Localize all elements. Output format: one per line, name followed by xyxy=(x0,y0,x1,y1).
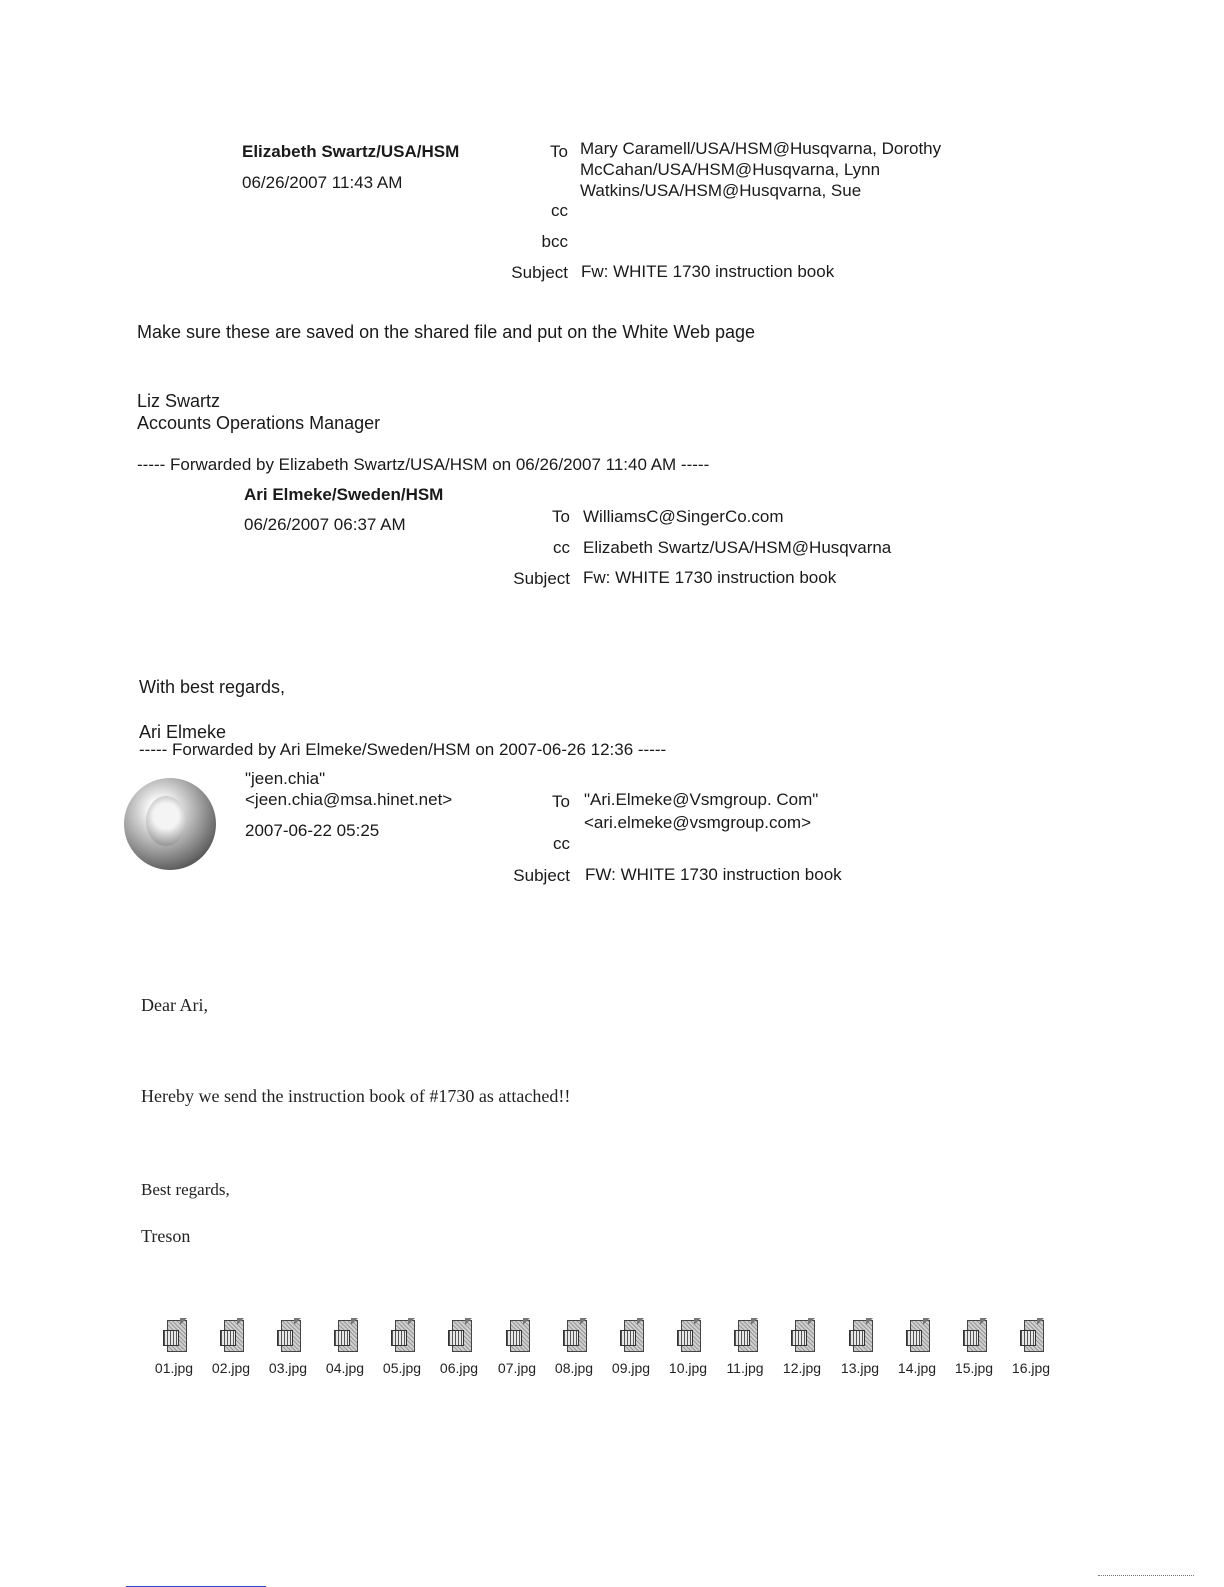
email3-from-address: <jeen.chia@msa.hinet.net> xyxy=(245,790,453,809)
email2-sig-name: Ari Elmeke xyxy=(139,722,227,742)
email1-cc-label: cc xyxy=(551,201,568,220)
sender-avatar xyxy=(124,778,216,870)
attachment-item[interactable] xyxy=(608,1318,654,1376)
email2-date: 06/26/2007 06:37 AM xyxy=(244,515,406,534)
attachment-item[interactable] xyxy=(722,1318,768,1376)
email3-to-label: To xyxy=(552,792,570,811)
attachment-item[interactable] xyxy=(322,1318,368,1376)
attachment-item[interactable] xyxy=(779,1318,825,1376)
email1-to-line-3: Watkins/USA/HSM@Husqvarna, Sue xyxy=(580,181,862,200)
attachment-filename: 12.jpg xyxy=(782,1360,822,1376)
attachment-item[interactable] xyxy=(265,1318,311,1376)
email2-subject-label: Subject xyxy=(513,569,570,588)
attachment-filename: 02.jpg xyxy=(211,1360,251,1376)
attachment-item[interactable] xyxy=(436,1318,482,1376)
email3-subject-label: Subject xyxy=(513,866,570,885)
email1-from: Elizabeth Swartz/USA/HSM xyxy=(242,142,460,161)
attachment-item[interactable] xyxy=(494,1318,540,1376)
attachment-filename: 05.jpg xyxy=(382,1360,422,1376)
attachment-item[interactable] xyxy=(665,1318,711,1376)
attachment-item[interactable] xyxy=(837,1318,883,1376)
attachment-filename: 07.jpg xyxy=(497,1360,537,1376)
attachment-item[interactable] xyxy=(208,1318,254,1376)
attachment-filename: 04.jpg xyxy=(325,1360,365,1376)
attachment-filename: 09.jpg xyxy=(611,1360,651,1376)
image-file-icon xyxy=(675,1318,701,1354)
attachment-item[interactable] xyxy=(951,1318,997,1376)
image-file-icon xyxy=(504,1318,530,1354)
email3-greeting: Dear Ari, xyxy=(141,995,208,1015)
image-file-icon xyxy=(789,1318,815,1354)
image-file-icon xyxy=(332,1318,358,1354)
email2-cc-label: cc xyxy=(553,538,570,557)
attachment-item[interactable] xyxy=(894,1318,940,1376)
email2-subject: Fw: WHITE 1730 instruction book xyxy=(583,568,837,587)
image-file-icon xyxy=(561,1318,587,1354)
attachment-item[interactable] xyxy=(551,1318,597,1376)
email1-date: 06/26/2007 11:43 AM xyxy=(242,173,403,192)
attachment-item[interactable] xyxy=(1008,1318,1054,1376)
attachment-filename: 08.jpg xyxy=(554,1360,594,1376)
email2-to-label: To xyxy=(552,507,570,526)
email3-date: 2007-06-22 05:25 xyxy=(245,821,380,840)
email1-bcc-label: bcc xyxy=(541,232,568,251)
email1-subject: Fw: WHITE 1730 instruction book xyxy=(581,262,835,281)
attachment-filename: 03.jpg xyxy=(268,1360,308,1376)
image-file-icon xyxy=(961,1318,987,1354)
image-file-icon xyxy=(275,1318,301,1354)
image-file-icon xyxy=(218,1318,244,1354)
image-file-icon xyxy=(732,1318,758,1354)
email2-to: WilliamsC@SingerCo.com xyxy=(583,507,784,526)
attachment-filename: 06.jpg xyxy=(439,1360,479,1376)
email2-from: Ari Elmeke/Sweden/HSM xyxy=(244,485,444,504)
email3-from-name: "jeen.chia" xyxy=(245,769,326,788)
email3-closing: Best regards, xyxy=(141,1180,230,1199)
email3-cc-label: cc xyxy=(553,834,570,853)
email3-subject: FW: WHITE 1730 instruction book xyxy=(585,865,842,884)
email1-to-line-1: Mary Caramell/USA/HSM@Husqvarna, Dorothy xyxy=(580,139,942,158)
footer-rule-right xyxy=(1098,1575,1194,1576)
email3-signature: Treson xyxy=(141,1226,191,1246)
attachment-filename: 15.jpg xyxy=(954,1360,994,1376)
email2-cc: Elizabeth Swartz/USA/HSM@Husqvarna xyxy=(583,538,892,557)
image-file-icon xyxy=(847,1318,873,1354)
attachment-filename: 16.jpg xyxy=(1011,1360,1051,1376)
email3-body: Hereby we send the instruction book of #1730 as attached!! xyxy=(141,1086,571,1106)
attachment-filename: 11.jpg xyxy=(726,1360,764,1376)
attachment-filename: 14.jpg xyxy=(897,1360,937,1376)
attachment-item[interactable] xyxy=(151,1318,197,1376)
email1-to-line-2: McCahan/USA/HSM@Husqvarna, Lynn xyxy=(580,160,881,179)
email2-body: With best regards, xyxy=(139,677,286,697)
image-file-icon xyxy=(446,1318,472,1354)
email1-sig-name: Liz Swartz xyxy=(137,391,221,411)
image-file-icon xyxy=(618,1318,644,1354)
email2-forward-note: ----- Forwarded by Ari Elmeke/Sweden/HSM on 2007-06-26 12:36 ----- xyxy=(139,740,667,759)
email3-to-line-2: <ari.elmeke@vsmgroup.com> xyxy=(584,813,812,832)
email1-sig-title: Accounts Operations Manager xyxy=(137,413,381,433)
attachment-filename: 13.jpg xyxy=(840,1360,880,1376)
email3-to-line-1: "Ari.Elmeke@Vsmgroup. Com" xyxy=(584,790,819,809)
attachment-item[interactable] xyxy=(379,1318,425,1376)
image-file-icon xyxy=(389,1318,415,1354)
attachment-filename: 10.jpg xyxy=(668,1360,708,1376)
email1-body: Make sure these are saved on the shared file and put on the White Web page xyxy=(137,322,756,342)
email1-to-label: To xyxy=(550,142,568,161)
attachment-filename: 01.jpg xyxy=(154,1360,194,1376)
image-file-icon xyxy=(1018,1318,1044,1354)
image-file-icon xyxy=(161,1318,187,1354)
image-file-icon xyxy=(904,1318,930,1354)
email1-subject-label: Subject xyxy=(511,263,568,282)
email1-forward-note: ----- Forwarded by Elizabeth Swartz/USA/HSM on 06/26/2007 11:40 AM ----- xyxy=(137,455,710,474)
